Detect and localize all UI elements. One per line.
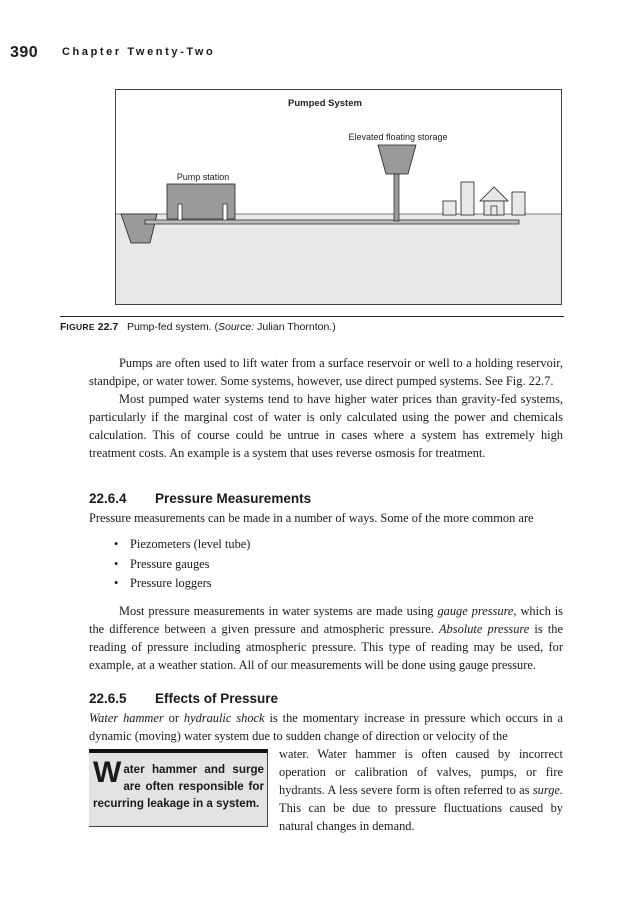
building-small <box>443 201 456 215</box>
section-heading-pressure-measurements <box>89 491 311 507</box>
sidebar-text: Water hammer and surge are often responsible for recurring leakage in a system. <box>93 756 264 810</box>
section-number: 22.6.4 <box>89 491 127 506</box>
house-door <box>491 206 497 215</box>
page-number: 390 <box>10 44 39 61</box>
pump-station-label: Pump station <box>176 172 230 182</box>
building-tall <box>461 182 474 215</box>
caption-text: Pump-fed system. ( <box>126 321 218 333</box>
list-item: • Piezometers (level tube) <box>114 535 250 555</box>
bullet-list <box>114 535 250 594</box>
sidebar-callout <box>89 749 268 827</box>
intro-paragraph-2: Most pumped water systems tend to have higher water prices than gravity-fed systems, particularly if the marginal cost of water is only calculated using the power and chemicals calculation. This of course could be untrue in cases where a system has extremely high treatment costs. An example is a system that uses reverse osmosis for treatment. <box>89 392 563 460</box>
caption-source: Julian Thornton.) <box>254 321 336 333</box>
water-hammer-paragraph: Water hammer or hydraulic shock is the momentary increase in pressure which occurs in a dynamic (moving) water system due to sudden change of direction or velocity of the <box>89 711 563 743</box>
pumped-system-figure <box>115 89 562 305</box>
intro-paragraphs <box>89 354 563 462</box>
figure-title: Pumped System <box>288 98 362 109</box>
surge-paragraph: water. Water hammer is often caused by incorrect operation or calibration of valves, pumps, or fire hydrants. A less severe form is often referred to as surge. This can be due to pressure fluctuations caused by natural changes in demand. <box>279 747 563 833</box>
dropcap: W <box>93 756 122 789</box>
pressure-intro: Pressure measurements can be made in a number of ways. Some of the more common are <box>89 511 534 525</box>
intro-paragraph-1: Pumps are often used to lift water from a surface reservoir or well to a holding reservoir, standpipe, or water tower. Some systems, however, use direct pumped systems. See Fig. 22.7. <box>89 356 563 388</box>
gauge-pressure-paragraph: Most pressure measurements in water systems are made using gauge pressure, which is the difference between a given pressure and atmospheric pressure. Absolute pressure is the reading of pressure including atmospheric pressure. This type of reading may be used, for example, at a weather station. All of our measurements will be done using gauge pressure. <box>89 604 563 672</box>
figure-label: FIGURE 22.7 <box>60 321 119 333</box>
section-number: 22.6.5 <box>89 691 127 706</box>
chapter-title: Chapter Twenty-Two <box>62 46 216 58</box>
pump-pipe-right <box>223 204 227 222</box>
storage-column <box>394 174 399 221</box>
figure-caption <box>60 321 336 333</box>
section-title: Effects of Pressure <box>155 691 279 706</box>
section-title: Pressure Measurements <box>155 491 312 506</box>
list-item: • Pressure gauges <box>114 555 250 575</box>
storage-label: Elevated floating storage <box>348 132 448 142</box>
pump-pipe-left <box>178 204 182 222</box>
list-item: • Pressure loggers <box>114 574 250 594</box>
figure-rule <box>60 316 564 317</box>
building-right <box>512 192 525 215</box>
caption-source-label: Source: <box>218 321 255 333</box>
main-pipe <box>145 220 519 224</box>
ground-area <box>116 214 561 304</box>
section-heading-effects-of-pressure <box>89 691 278 707</box>
